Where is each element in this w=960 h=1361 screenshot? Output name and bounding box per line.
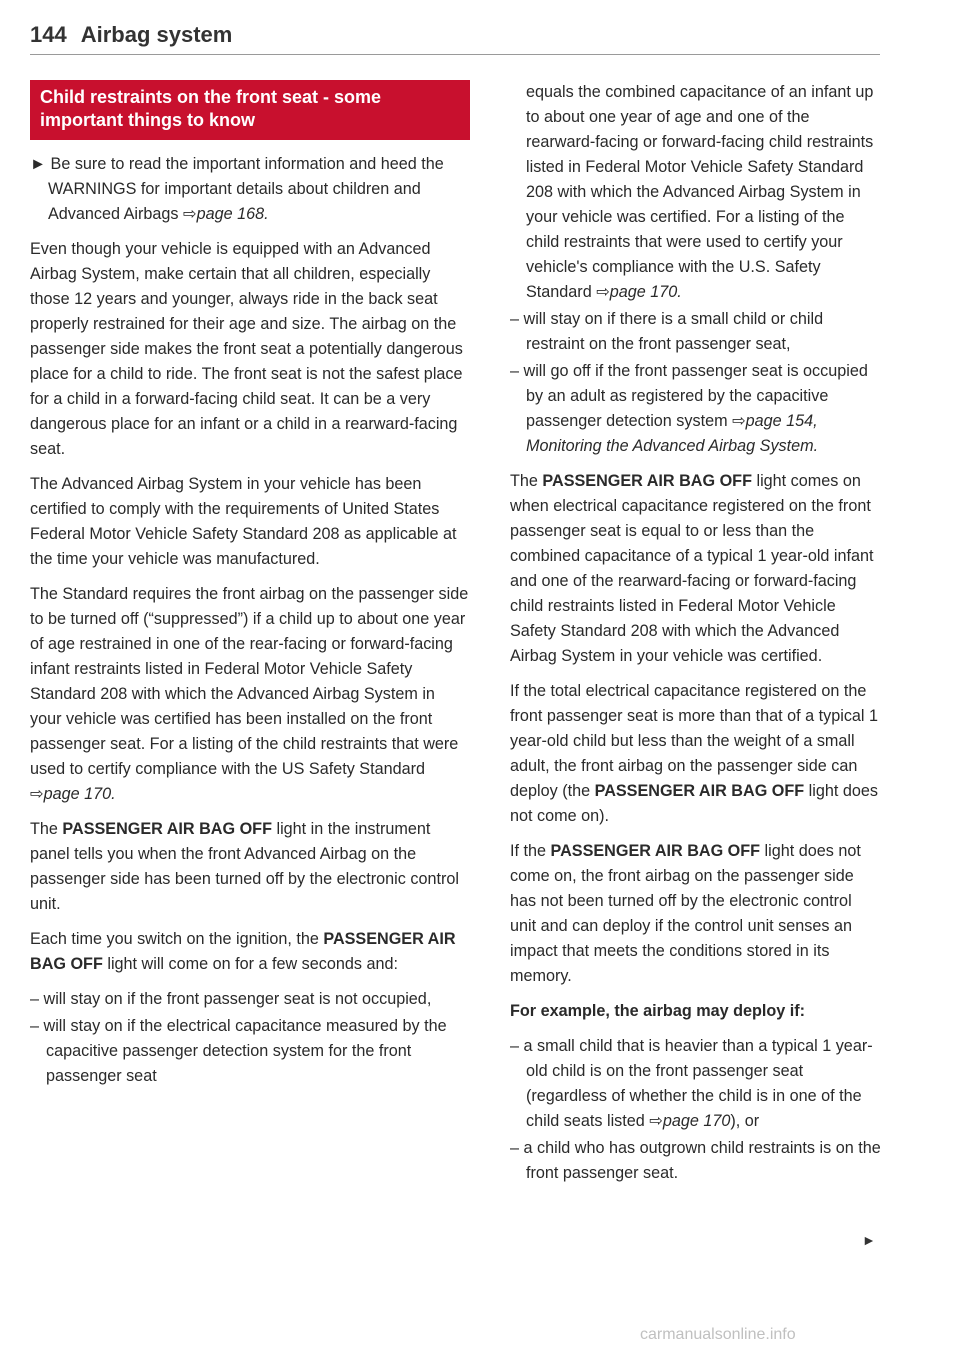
list-item: – a child who has outgrown child restraints is on the front passenger seat. <box>510 1139 881 1182</box>
paragraph-text: If the total electrical capacitance registered on the front passenger seat is more than that of a typical 1 year-old child but less than the weight of a small adult, the front airbag on the passenger side can deploy (the <box>510 682 879 800</box>
continue-arrow-icon: ► <box>862 1232 876 1248</box>
paragraph <box>510 839 882 989</box>
indicator-label: PASSENGER AIR BAG OFF <box>30 930 456 973</box>
page-reference-link[interactable]: ⇨page 154, Monitoring the Advanced Airbag System. <box>526 412 819 455</box>
paragraph: The Advanced Airbag System in your vehicle has been certified to comply with the requirements of United States Federal Motor Vehicle Safety Standard 208 as applicable at the time your vehicle was manufactured. <box>30 475 457 568</box>
list-item: – will stay on if there is a small child or child restraint on the front passenger seat, <box>510 310 824 353</box>
example-list <box>510 1034 882 1186</box>
indicator-label: PASSENGER AIR BAG OFF <box>550 842 761 860</box>
paragraph-text: Each time you switch on the ignition, the <box>30 930 324 948</box>
paragraph <box>510 469 882 669</box>
paragraph <box>30 927 470 977</box>
page-reference-link[interactable]: ⇨page 170. <box>596 283 682 301</box>
header-divider <box>30 54 880 55</box>
paragraph: Even though your vehicle is equipped with an Advanced Airbag System, make certain that all children, especially those 12 years and younger, always ride in the back seat properly restrained for their age and size. The airbag on the passenger side makes the front seat a potentially dangerous place for a child to ride. The front seat is not the safest place for a child in a forward-facing child seat. It can be a very dangerous place for an infant or a child in a rearward-facing seat. <box>30 240 463 458</box>
watermark: carmanualsonline.info <box>640 1326 796 1343</box>
condition-list <box>30 987 470 1089</box>
list-item: – will stay on if the electrical capacitance measured by the capacitive passenger detection system for the front passenger seat <box>30 1017 447 1085</box>
section-heading: Child restraints on the front seat - some important things to know <box>30 80 470 140</box>
list-item-continued <box>510 80 882 305</box>
paragraph-text: light does not come on, the front airbag on the passenger side has not been turned off by the electronic control unit and can deploy if the control unit senses an impact that meets the conditions stored in its memory. <box>510 842 861 985</box>
paragraph-text: light comes on when electrical capacitance registered on the front passenger seat is equal to or less than the combined capacitance of a typical 1 year-old infant and one of the rearward-facing or forward-facing child restraints listed in Federal Motor Vehicle Safety Standard 208 with which the Advanced Airbag System in your vehicle was certified. <box>510 472 874 665</box>
paragraph-text: – a small child that is heavier than a typical 1 year-old child is on the front passenger seat (regardless of whether the child is in one of the child seats listed <box>510 1037 873 1130</box>
paragraph-text: The Standard requires the front airbag on the passenger side to be turned off (“suppressed”) if a child up to about one year of age restrained in one of the rear-facing or forward-facing infant restraints listed in Federal Motor Vehicle Safety Standard 208 with which the Advanced Airbag System in your vehicle was certified has been installed on the front passenger seat. For a listing of the child restraints that were used to certify compliance with the US Safety Standard <box>30 585 469 778</box>
section-title: Airbag system <box>80 22 233 47</box>
paragraph <box>30 582 470 807</box>
paragraph <box>30 817 470 917</box>
paragraph-text: – will go off if the front passenger seat is occupied by an adult as registered by the capacitive passenger detection system <box>510 362 868 430</box>
list-item <box>510 359 882 459</box>
indicator-label: PASSENGER AIR BAG OFF <box>62 820 272 838</box>
instruction-bullet <box>30 152 470 227</box>
paragraph-text: light will come on for a few seconds and: <box>102 955 398 973</box>
paragraph-text: light in the instrument panel tells you when the front Advanced Airbag on the passenger side has been turned off by the electronic control unit. <box>30 820 459 913</box>
right-column <box>510 80 882 1196</box>
paragraph-text: equals the combined capacitance of an infant up to about one year of age and one of the rearward-facing or forward-facing child restraints listed in Federal Motor Vehicle Safety Standard 208 with which the Advanced Airbag System in your vehicle was certified. For a listing of the child restraints that were used to certify your vehicle's compliance with the U.S. Safety Standard <box>526 83 874 301</box>
condition-list <box>510 80 882 459</box>
bullet-marker: ► <box>30 155 47 173</box>
page-reference-link[interactable]: ⇨page 170. <box>30 785 116 803</box>
paragraph-text: If the <box>510 842 551 860</box>
indicator-label: PASSENGER AIR BAG OFF <box>594 782 805 800</box>
indicator-label: PASSENGER AIR BAG OFF <box>542 472 752 490</box>
subheading: For example, the airbag may deploy if: <box>510 1002 806 1020</box>
paragraph-text: light does not come on). <box>510 782 878 825</box>
page-reference-link[interactable]: ⇨page 170 <box>649 1112 731 1130</box>
paragraph-text: ), or <box>730 1112 760 1130</box>
list-item: – will stay on if the front passenger seat is not occupied, <box>30 990 432 1008</box>
paragraph <box>510 679 882 829</box>
left-column <box>30 80 470 1099</box>
page-reference-link[interactable]: ⇨page 168. <box>183 205 269 223</box>
bullet-text: Be sure to read the important information and heed the WARNINGS for important details about children and Advanced Airbags <box>48 155 444 223</box>
paragraph-text: The <box>510 472 543 490</box>
paragraph-text: The <box>30 820 63 838</box>
page-header <box>30 22 880 48</box>
page-number: 144 <box>30 22 67 47</box>
list-item <box>510 1034 882 1134</box>
